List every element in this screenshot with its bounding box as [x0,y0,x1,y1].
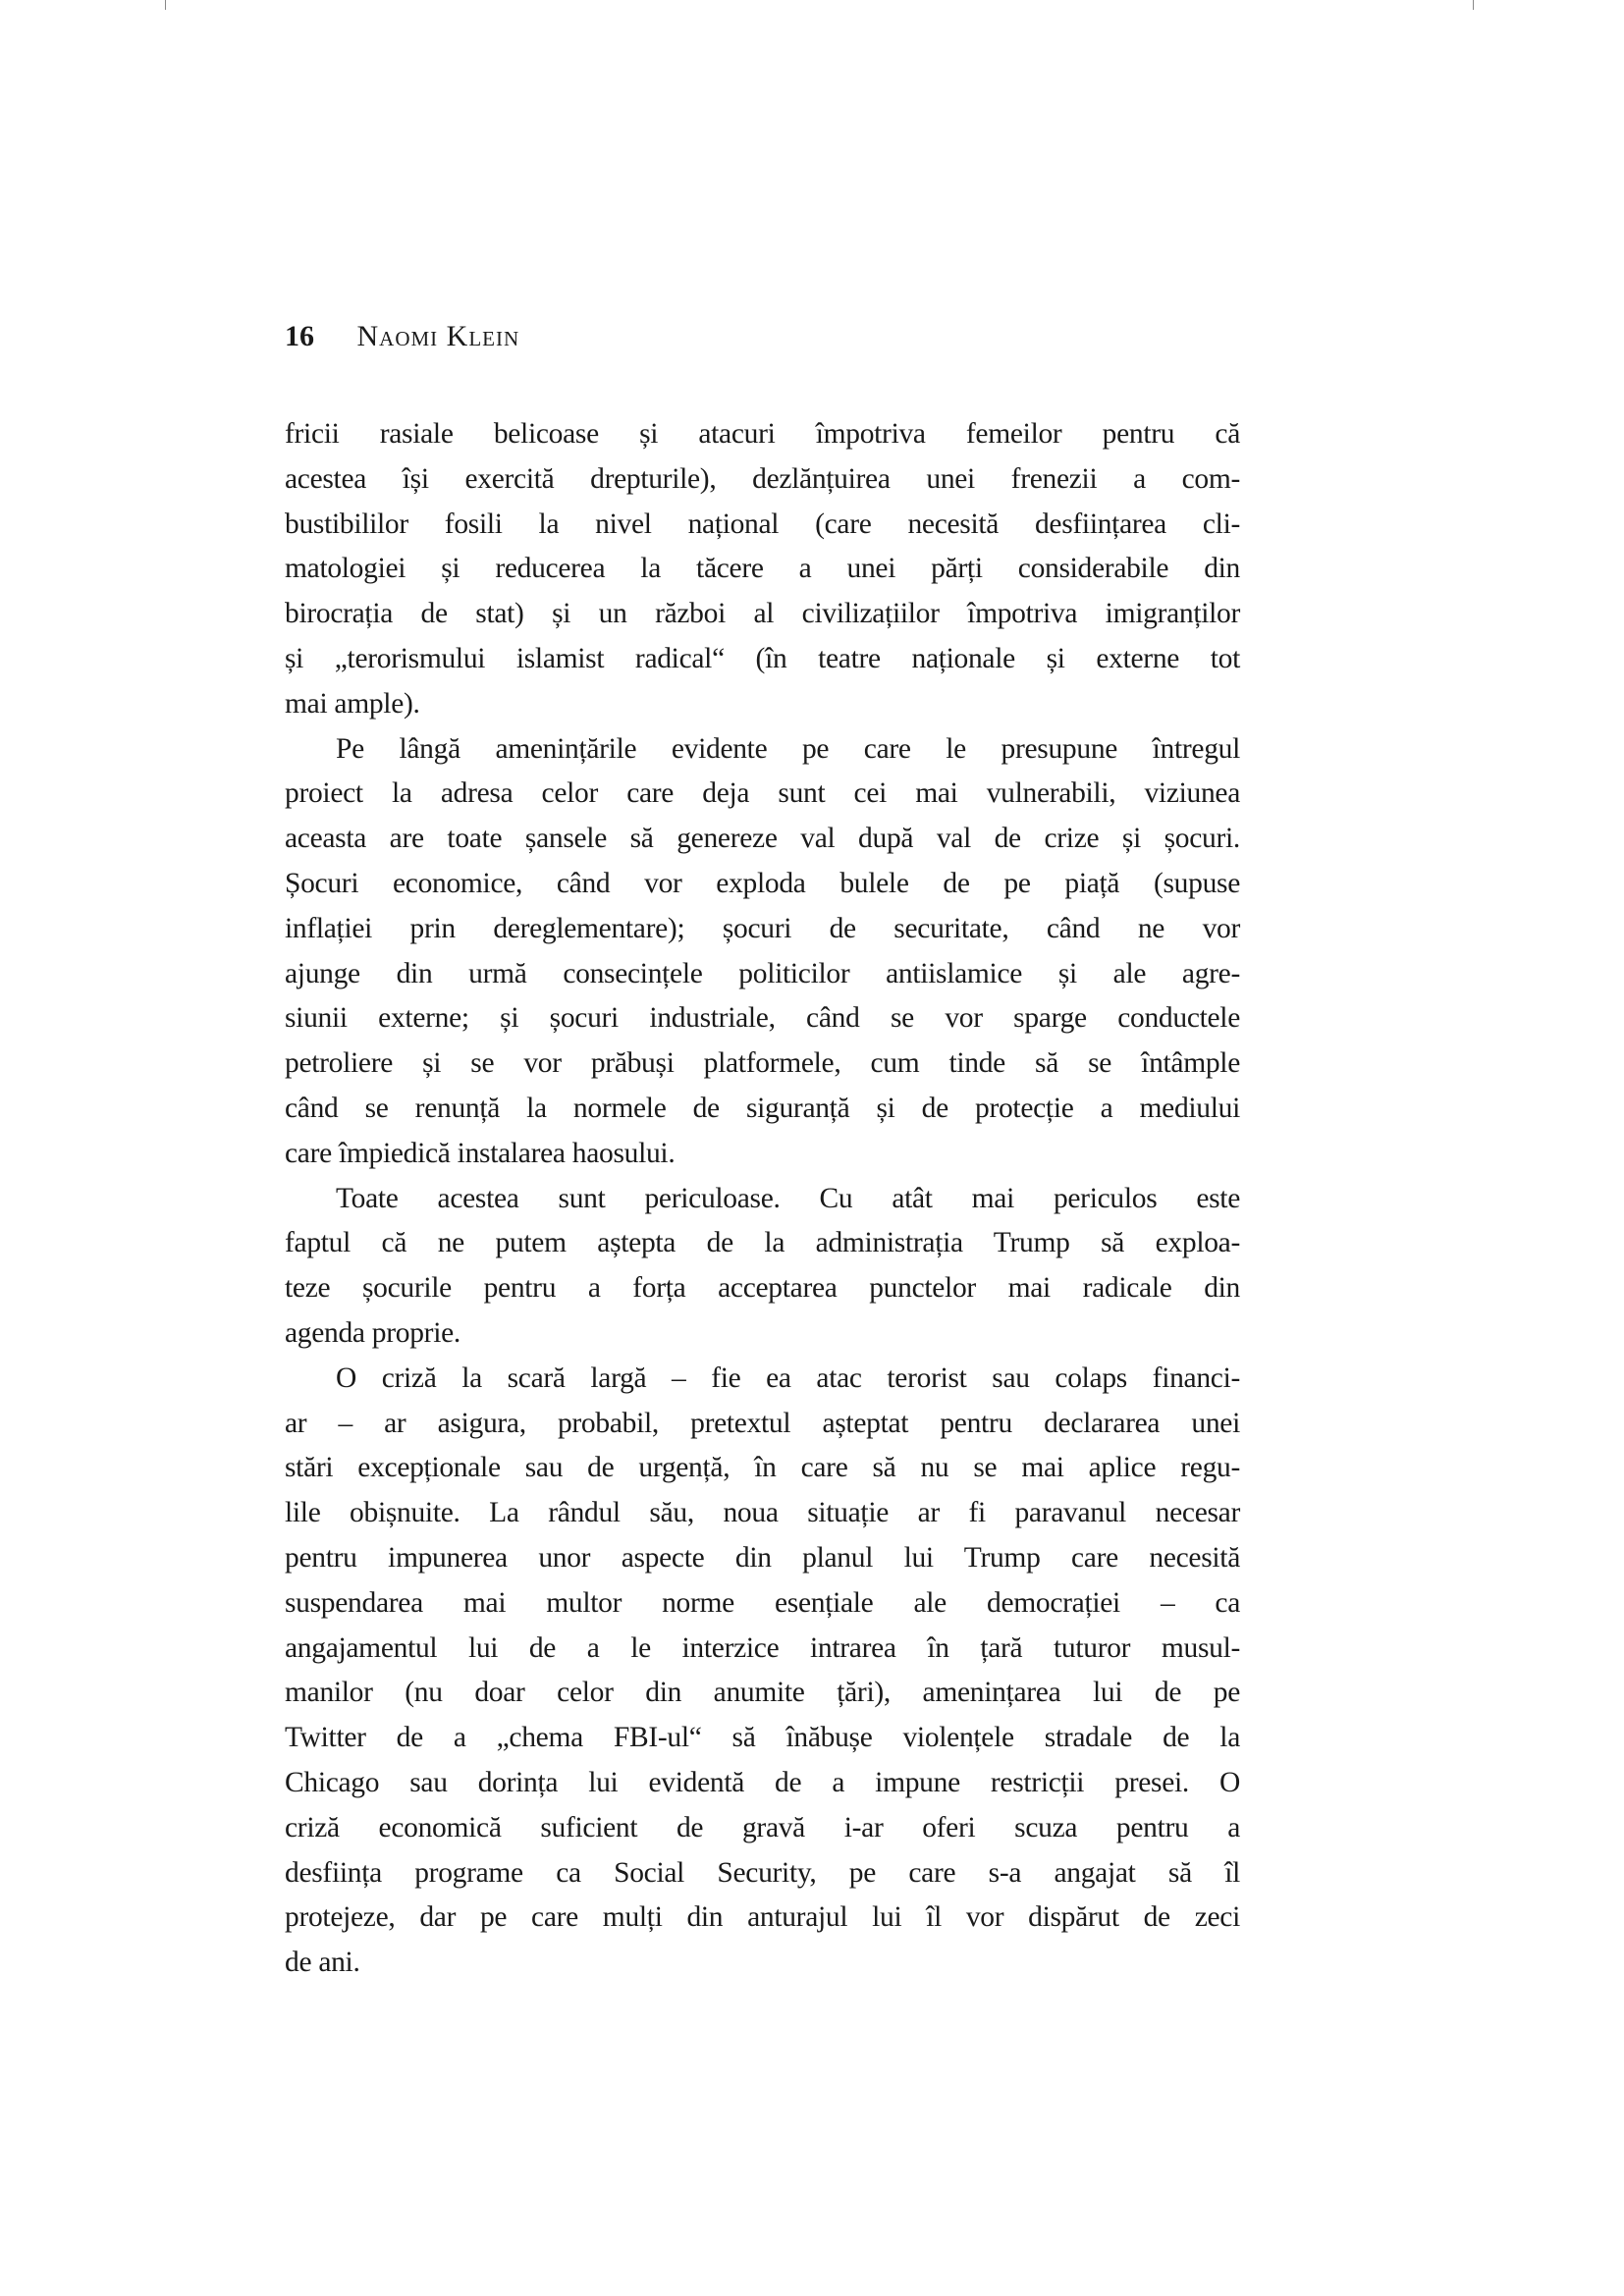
paragraph [285,1177,1240,1357]
text-line: ar – ar asigura, probabil, pretextul așteptat pentru declararea unei [285,1407,1240,1439]
text-line: Chicago sau dorința lui evidentă de a impune restricții presei. O [285,1766,1240,1798]
text-line: protejeze, dar pe care mulți din anturajul lui îl vor dispărut de zeci [285,1901,1240,1934]
text-line: faptul că ne putem aștepta de la administrația Trump să exploa- [285,1227,1240,1259]
text-line: pentru impunerea unor aspecte din planul lui Trump care necesită [285,1541,1240,1574]
running-head: Naomi Klein [356,320,520,352]
text-line: de ani. [285,1947,360,1979]
text-line: birocrația de stat) și un război al civilizațiilor împotriva imigranților [285,598,1240,630]
text-line: agenda proprie. [285,1316,460,1349]
text-line: stări excepționale sau de urgență, în care să nu se mai aplice regu- [285,1452,1240,1484]
text-line: care împiedică instalarea haosului. [285,1137,676,1169]
text-line: bustibililor fosili la nivel național (care necesită desființarea cli- [285,507,1240,540]
text-line: matologiei și reducerea la tăcere a unei părți considerabile din [285,553,1240,585]
text-line: suspendarea mai multor norme esențiale ale democrației – ca [285,1586,1240,1619]
text-line: mai ample). [285,687,420,720]
text-line: petroliere și se vor prăbuși platformele, cum tinde să se întâmple [285,1047,1240,1080]
text-line: manilor (nu doar celor din anumite țări), amenințarea lui de pe [285,1677,1240,1709]
text-line: aceasta are toate șansele să genereze val după val de crize și șocuri. [285,823,1240,855]
text-line: Șocuri economice, când vor exploda bulele de pe piață (supuse [285,867,1240,899]
text-line: criză economică suficient de gravă i-ar oferi scuza pentru a [285,1811,1240,1843]
body-text [285,412,1240,1986]
paragraph [285,412,1240,727]
text-line: lile obișnuite. La rândul său, noua situație ar fi paravanul necesar [285,1497,1240,1529]
text-line: ajunge din urmă consecințele politicilor antiislamice și ale agre- [285,957,1240,989]
text-line: acestea își exercită drepturile), dezlănțuirea unei frenezii a com- [285,462,1240,495]
text-line: Pe lângă amenințările evidente pe care le presupune întregul [336,732,1240,765]
text-line: fricii rasiale belicoase și atacuri împotriva femeilor pentru că [285,418,1240,450]
text-line: teze șocurile pentru a forța acceptarea punctelor mai radicale din [285,1272,1240,1305]
text-line: desființa programe ca Social Security, pe care s-a angajat să îl [285,1856,1240,1889]
text-line: când se renunță la normele de siguranță și de protecție a mediului [285,1092,1240,1124]
text-line: Twitter de a „chema FBI-ul“ să înăbușe violențele stradale de la [285,1722,1240,1754]
text-line: siunii externe; și șocuri industriale, când se vor sparge conductele [285,1002,1240,1035]
crop-mark-left [165,0,166,10]
paragraph [285,727,1240,1177]
paragraph [285,1357,1240,1986]
page-header [285,320,519,353]
crop-mark-right [1473,0,1474,10]
text-line: O criză la scară largă – fie ea atac terorist sau colaps financi- [336,1362,1240,1394]
text-line: angajamentul lui de a le interzice intrarea în țară tuturor musul- [285,1631,1240,1664]
text-line: Toate acestea sunt periculoase. Cu atât mai periculos este [336,1182,1240,1214]
text-line: inflației prin dereglementare); șocuri de securitate, când ne vor [285,912,1240,944]
text-line: proiect la adresa celor care deja sunt cei mai vulnerabili, viziunea [285,777,1240,810]
page-number: 16 [285,320,314,352]
text-line: și „terorismului islamist radical“ (în teatre naționale și externe tot [285,642,1240,674]
